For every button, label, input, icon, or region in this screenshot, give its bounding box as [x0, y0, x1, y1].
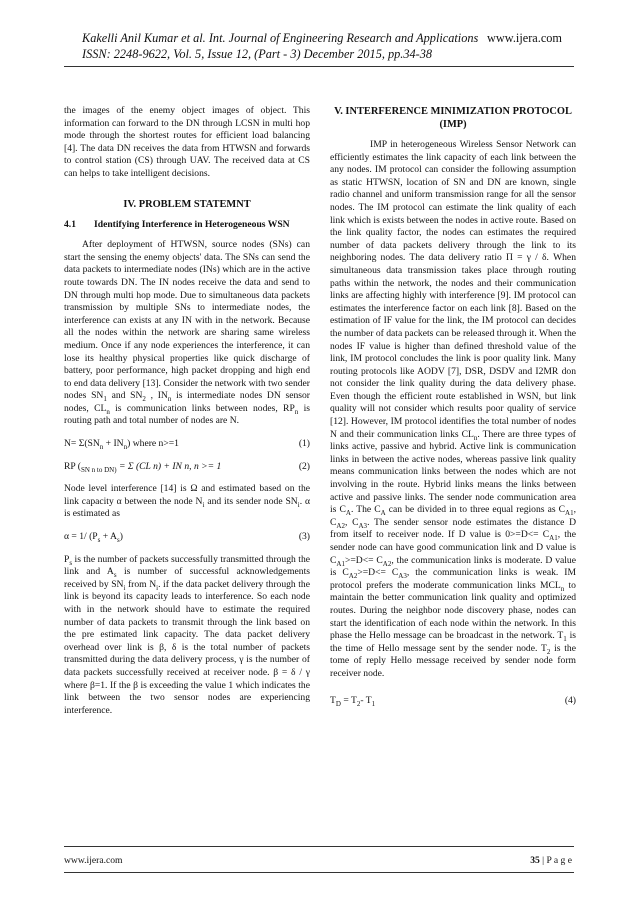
subsection-title: Identifying Interference in Heterogeneous WSN — [94, 218, 290, 230]
page-footer — [64, 855, 572, 866]
footer-bottom-rule — [64, 872, 574, 873]
subsection-4-1-heading — [64, 219, 310, 232]
equation-3: α = 1/ $(P_s + A_s)$ (3) — [64, 531, 310, 544]
packets-paragraph: $P_s$ is the number of packets successfully transmitted through the link and $A_s$ is number of successful acknowledgements received by $SN_i$ from $N_i$. if the data packet delivery through the link is beyond its capacity leads to interference. So each node with in the network should have to estimate the required number of data packets to transmit through the link based on the pre estimated link capacity. The data packet delivery overhead over link is β, δ is the total number of packets transmitted during the data delivery process, γ is the number of data packets successfully received at receiver node. β = δ / γ where β=1. If the β is exceeding the value 1 which indicates the link between the two sensor nodes are experiencing interference. — [64, 553, 310, 716]
footer-rule — [64, 846, 574, 847]
equation-1: $N= \Sigma(SN_n + IN_n)$ where n>=1 (1) — [64, 438, 310, 451]
equation-number: (3) — [298, 531, 310, 543]
header-rule — [64, 66, 574, 67]
section-4-heading: IV. PROBLEM STATEMNT — [123, 198, 251, 210]
deployment-paragraph: After deployment of HTWSN, source nodes (SNs) can start the sensing the enemy objects' data. The SNs can send the data packets to intermediate nodes (INs) which are in the active route towards DN. The IN nodes receive the data and send to DN through multi hop mode. Due to simultaneous data packets transmission by multiple SNs to intermediate nodes, the interference can exists at any IN with in the network. Because all the nodes within the network are sharing same wireless medium. Once if any node experiences the interference, it can lose its healthy physical properties like quick discharge of battery, poor performance, high packet dropping and high end to end data delivery [13]. Consider the network with two sender nodes $SN_1$ and $SN_2$ , $IN_n$ is intermediate nodes DN sensor nodes, $CL_n$ is communication links between nodes, $RP_n$ is routing path and total number of nodes are N. — [64, 239, 311, 427]
left-column — [64, 105, 310, 717]
equation-4: $T_D = T_2-$ $T_1$ (4) — [330, 694, 576, 708]
right-column — [330, 105, 576, 707]
running-header — [82, 30, 562, 62]
imp-paragraph: IMP in heterogeneous Wireless Sensor Network can efficiently estimates the link capacity of each link between the any nodes. IM protocol can consider the following assumption as static HTWSN, location of SN and DN are known, single radio channel and uniform transmission range for all the sensor nodes. The IM protocol can estimate the link quality of each link which is exists between the nodes in active route. Based on the link quality factor, the nodes can estimates the required number of data packets delivery through the link to its neighboring nodes. The data delivery ratio Π = γ / δ. When simultaneous data transmission takes place through routing paths within the network, the nodes and their communication links are affecting highly with interference [9]. IM protocol can estimates the interference factor on each link [8]. Based on the estimation of IF value for the link, the IM protocol can decides the number of data packets can be released through it. When the nodes IF value is higher than defined threshold value of the link, IM protocol concludes the link is poor quality link. Many routing protocols like AODV [7], DSR, DSDV and I2MR don not consider the link quality during the data delivery phase. Even though the efficient route established in WSN, but link quality will not consider which results poor quality of service [12]. However, IM protocol identifies the total number of nodes N and their communication links $CL_n$. There are three types of links active, passive and hybrid. Active link is communication links in between the active nodes, whereas passive link quality means communication links between the nodes which are not involving in the route. Hybrid links means the links between active and passive links. The sender node communication area is $C_A$. The $C_A$ can be divided in to three equal regions as $C_{A1}$, $C_{A2}$, $C_{A3}$. The sender sensor node estimates the distance D from itself to receiver node. If D value is $0>=D<= C_{A1}$, the sender node can have good communication link and D value is $C_{A1}>=D<= C_{A2}$, the communication links is moderate. D value is $C_{A2}>=D<= C_{A3}$, the communication links is weak. IM protocol prefers the moderate communication links $MCL_n$ to maintain the better communication link quality and optimized routes. During the neighbor node discovery phase, nodes can start the identification of each node within the network. In this phase the Hello message can be broadcast in the network. $T_1$ is the time of Hello message sent by the sender node. $T_2$ is the tome of reply Hello message received by sender node form receiver node. — [330, 139, 577, 679]
section-5-heading: V. INTERFERENCE MINIMIZATION PROTOCOL (IMP) — [334, 106, 572, 130]
equation-number: (1) — [298, 438, 310, 450]
footer-url[interactable]: www.ijera.com — [64, 855, 123, 866]
header-url[interactable]: www.ijera.com — [486, 31, 562, 45]
header-issn: ISSN: 2248-9622, Vol. 5, Issue 12, (Part - 3) December 2015, pp.34-38 — [82, 47, 433, 61]
equation-number: (2) — [298, 460, 310, 472]
intro-paragraph: the images of the enemy object images of object. This information can forward to the DN through LCSN in multi hop mode through the shortest routes for efficient load balancing [4]. The data DN receives the data from HTWSN and forwards to control station (CS) through UAV. The received data at CS can helps to take intelligent decisions. — [64, 105, 310, 179]
header-citation: Kakelli Anil Kumar et al. Int. Journal of Engineering Research and Applications — [82, 31, 479, 45]
equation-2: RP ($_{SN n to DN)} = \Sigma$ (CL n) + IN n, n >= 1 (2) — [64, 460, 310, 474]
equation-number: (4) — [564, 694, 576, 706]
page-number: 35 | P a g e — [530, 855, 572, 866]
subsection-number: 4.1 — [64, 218, 76, 230]
node-level-paragraph: Node level interference [14] is Ω and estimated based on the link capacity α between the node $N_i$ and its sender node $SN_i$. α is estimated as — [64, 483, 310, 520]
